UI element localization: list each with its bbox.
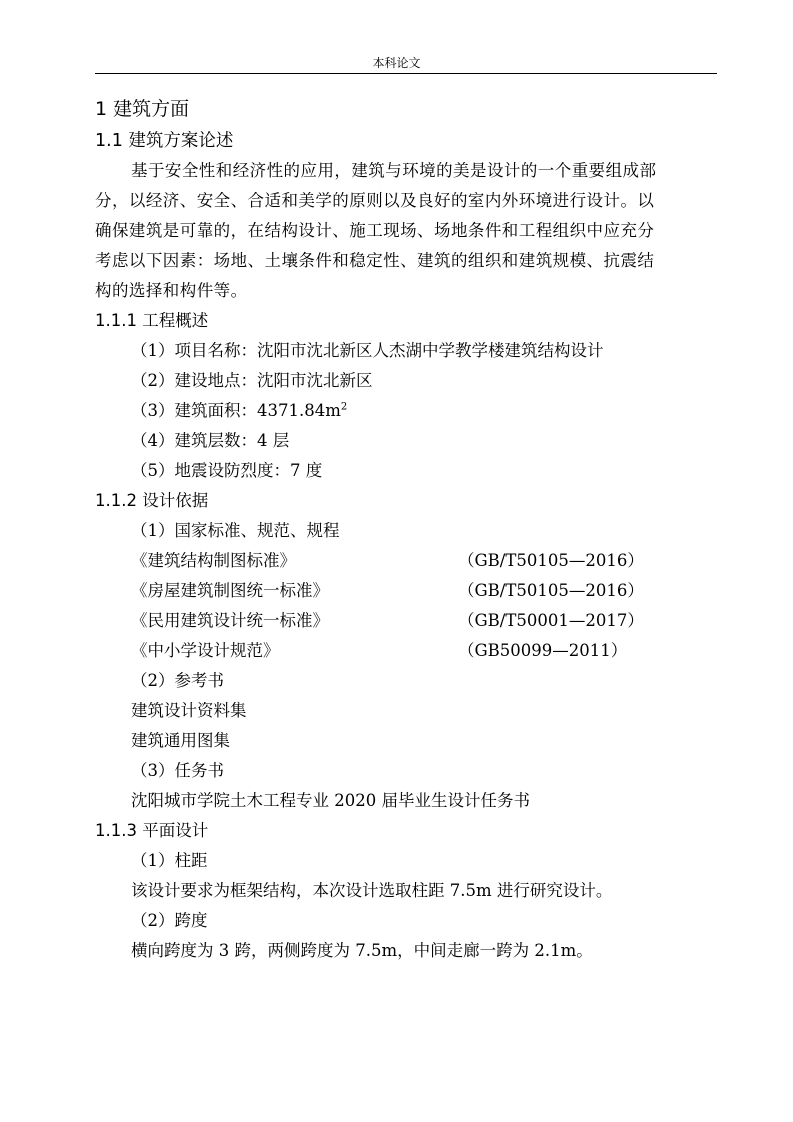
standard-code: （GB/T50105—2016）	[458, 551, 644, 570]
span-heading: （2）跨度	[131, 911, 208, 930]
overview-item: （2）建设地点：沈阳市沈北新区	[131, 371, 373, 390]
standards-heading: （1）国家标准、规范、规程	[131, 521, 340, 540]
overview-item: （5）地震设防烈度：7 度	[131, 461, 323, 480]
paragraph-line: 确保建筑是可靠的，在结构设计、施工现场、场地条件和工程组织中应充分	[95, 221, 655, 240]
section-heading-1-1: 1.1 建筑方案论述	[95, 131, 234, 151]
standard-code: （GB/T50001—2017）	[458, 611, 644, 630]
standard-code: （GB/T50105—2016）	[458, 581, 644, 600]
page-header: 本科论文	[372, 56, 421, 70]
column-spacing-heading: （1）柱距	[131, 851, 208, 870]
paragraph-line: 分，以经济、安全、合适和美学的原则以及良好的室内外环境进行设计。以	[95, 191, 655, 210]
standard-row	[95, 636, 725, 666]
standard-row	[95, 546, 725, 576]
standard-code: （GB50099—2011）	[458, 641, 628, 660]
paragraph-line: 构的选择和构件等。	[95, 281, 248, 300]
area-text: （3）建筑面积：4371.84m	[131, 401, 341, 420]
span-text: 横向跨度为 3 跨，两侧跨度为 7.5m，中间走廊一跨为 2.1m。	[131, 941, 593, 960]
reference-item: 建筑设计资料集	[131, 701, 247, 720]
standard-row	[95, 606, 725, 636]
standard-name: 《中小学设计规范》	[131, 641, 280, 660]
overview-item: （1）项目名称：沈阳市沈北新区人杰湖中学教学楼建筑结构设计	[131, 341, 604, 360]
reference-item: 建筑通用图集	[131, 731, 230, 750]
design-paragraph	[95, 156, 725, 306]
column-spacing-text: 该设计要求为框架结构，本次设计选取柱距 7.5m 进行研究设计。	[131, 881, 613, 900]
document-body	[95, 92, 725, 966]
section-heading-1-1-2: 1.1.2 设计依据	[95, 491, 209, 510]
paragraph-line: 考虑以下因素：场地、土壤条件和稳定性、建筑的组织和建筑规模、抗震结	[95, 251, 655, 270]
section-heading-1: 1 建筑方面	[95, 98, 190, 120]
overview-item: （4）建筑层数：4 层	[131, 431, 290, 450]
section-heading-1-1-3: 1.1.3 平面设计	[95, 821, 209, 840]
overview-item-area	[95, 396, 725, 426]
area-superscript: 2	[340, 401, 348, 413]
paragraph-line: 基于安全性和经济性的应用，建筑与环境的美是设计的一个重要组成部	[131, 161, 657, 180]
task-heading: （3）任务书	[131, 761, 224, 780]
standard-name: 《建筑结构制图标准》	[131, 551, 296, 570]
standard-name: 《房屋建筑制图统一标准》	[131, 581, 329, 600]
references-heading: （2）参考书	[131, 671, 224, 690]
header-rule	[95, 73, 717, 74]
section-heading-1-1-1: 1.1.1 工程概述	[95, 311, 209, 330]
standard-name: 《民用建筑设计统一标准》	[131, 611, 329, 630]
standard-row	[95, 576, 725, 606]
task-text: 沈阳城市学院土木工程专业 2020 届毕业生设计任务书	[131, 791, 530, 810]
